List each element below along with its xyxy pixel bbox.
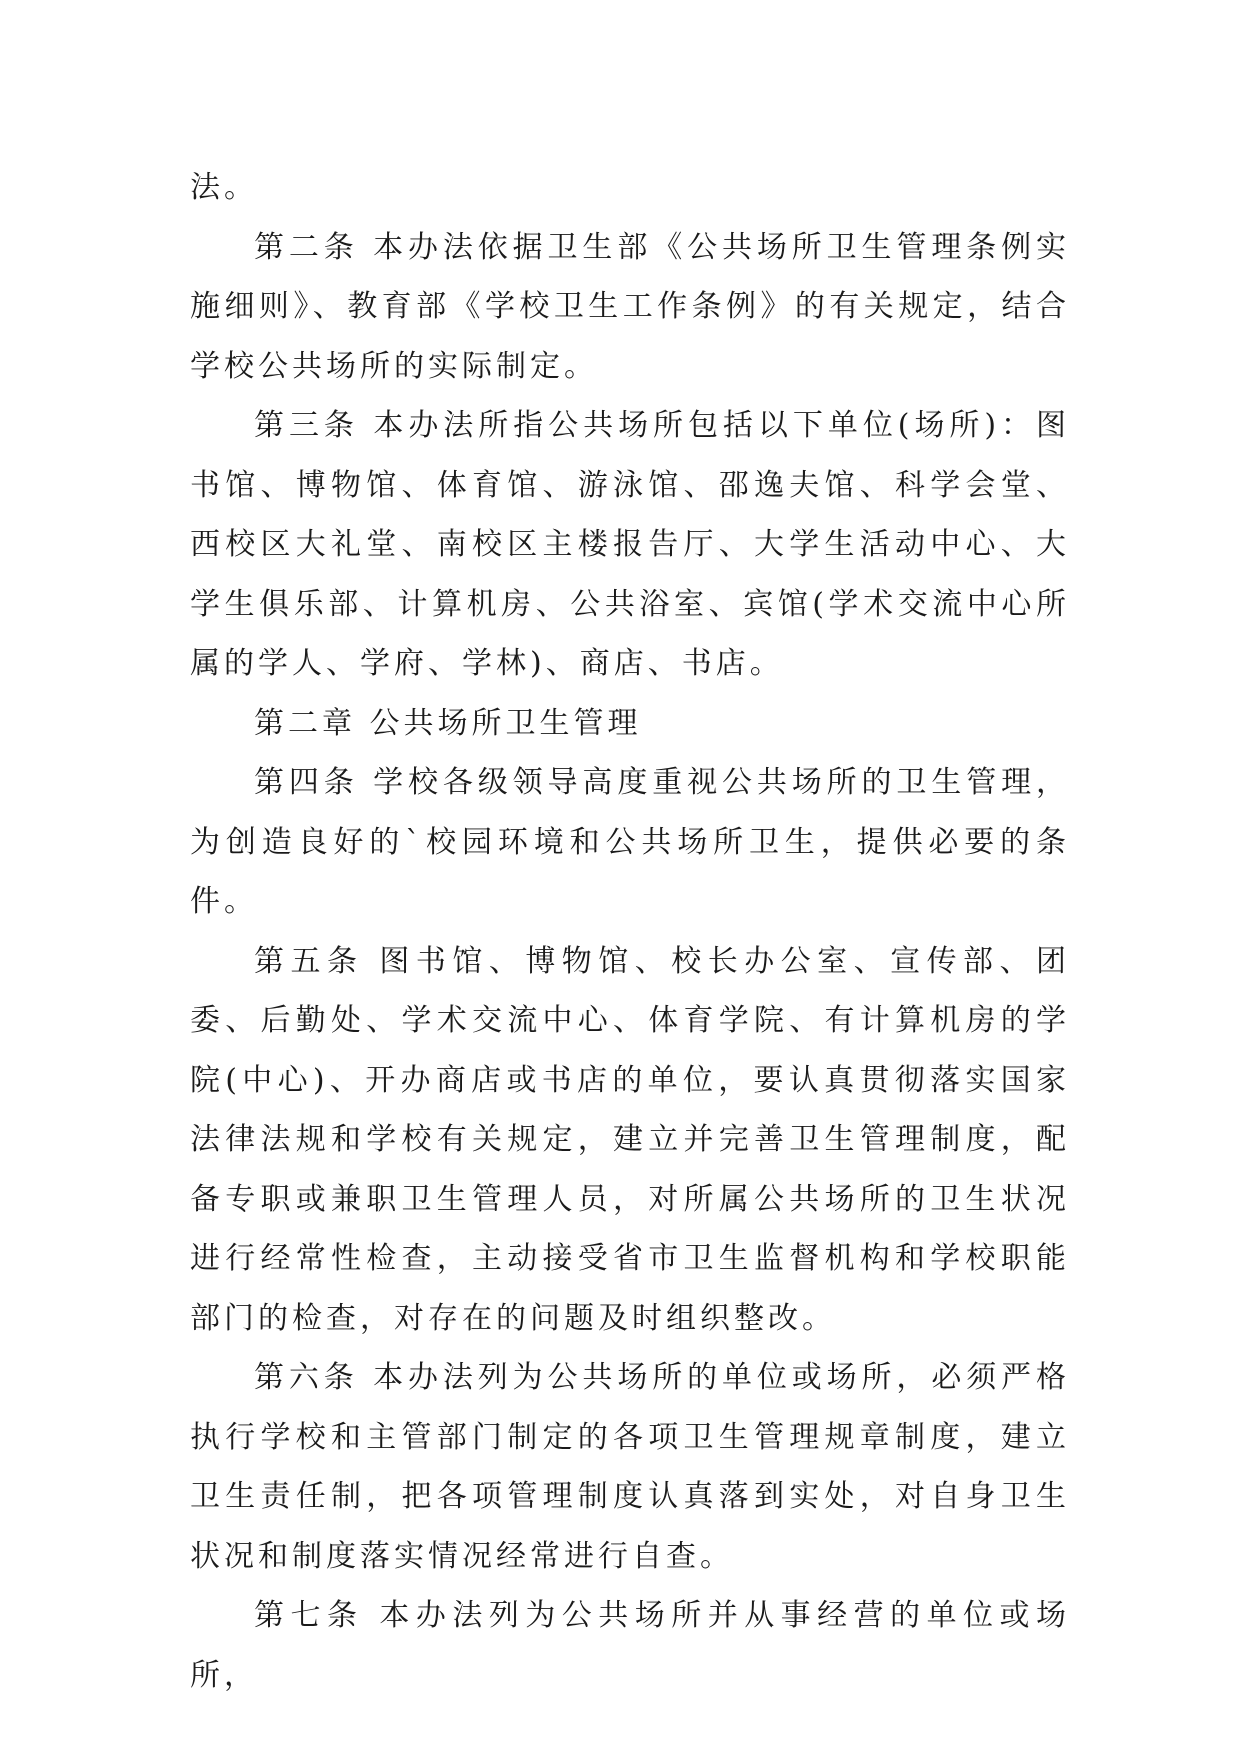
article-7-paragraph: 第七条 本办法列为公共场所并从事经营的单位或场所， xyxy=(190,1598,1070,1693)
document-body xyxy=(190,158,1070,1705)
article-5-paragraph: 第五条 图书馆、博物馆、校长办公室、宣传部、团委、后勤处、学术交流中心、体育学院、有计算机房的学院(中心)、开办商店或书店的单位，要认真贯彻落实国家法律法规和学校有关规定，建立并完善卫生管理制度，配备专职或兼职卫生管理人员，对所属公共场所的卫生状况进行经常性检查，主动接受省市卫生监督机构和学校职能部门的检查，对存在的问题及时组织整改。 xyxy=(190,943,1070,1336)
chapter-2-heading: 第二章 公共场所卫生管理 xyxy=(254,705,642,741)
article-3-paragraph: 第三条 本办法所指公共场所包括以下单位(场所)：图书馆、博物馆、体育馆、游泳馆、邵逸夫馆、科学会堂、西校区大礼堂、南校区主楼报告厅、大学生活动中心、大学生俱乐部、计算机房、公共浴室、宾馆(学术交流中心所属的学人、学府、学林)、商店、书店。 xyxy=(190,408,1070,681)
article-6-paragraph: 第六条 本办法列为公共场所的单位或场所，必须严格执行学校和主管部门制定的各项卫生管理规章制度，建立卫生责任制，把各项管理制度认真落到实处，对自身卫生状况和制度落实情况经常进行自查。 xyxy=(190,1360,1070,1574)
paragraph-continuation: 法。 xyxy=(190,170,258,205)
article-2-paragraph: 第二条 本办法依据卫生部《公共场所卫生管理条例实施细则》、教育部《学校卫生工作条例》的有关规定，结合学校公共场所的实际制定。 xyxy=(190,229,1070,384)
article-4-paragraph: 第四条 学校各级领导高度重视公共场所的卫生管理，为创造良好的`校园环境和公共场所卫生，提供必要的条件。 xyxy=(190,765,1070,919)
